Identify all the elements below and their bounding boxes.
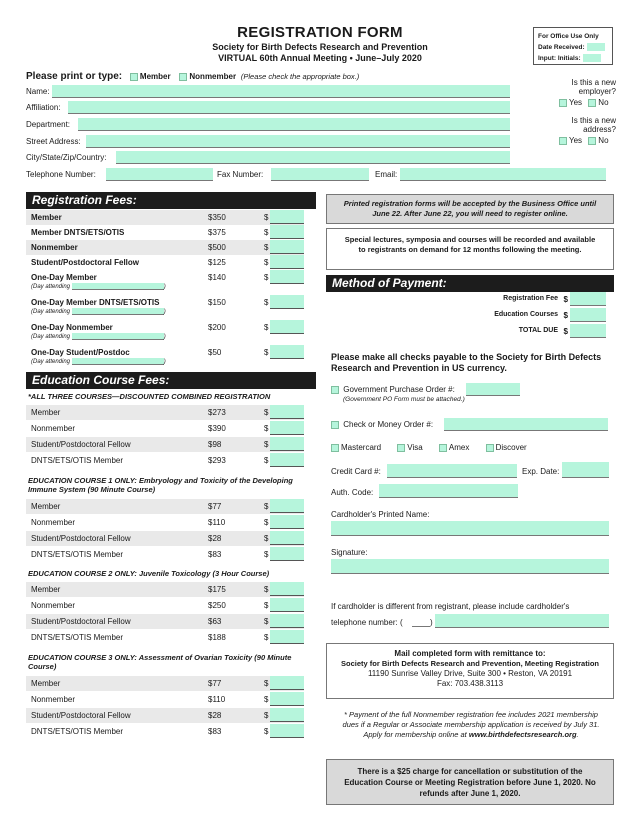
date-received-field[interactable]: [587, 43, 605, 51]
name-label: Name:: [26, 87, 50, 96]
fee-amount-field[interactable]: [270, 255, 304, 269]
new-address-question: Is this a new address?: [571, 116, 616, 134]
fee-amount-field[interactable]: [270, 692, 304, 706]
fee-row: [26, 547, 304, 562]
fee-dollar: $: [264, 601, 269, 610]
fee-amount-field[interactable]: [270, 630, 304, 644]
membership-footnote: [338, 710, 604, 740]
initials-label: Input: Initials:: [538, 55, 581, 62]
employer-yes-checkbox[interactable]: [559, 99, 567, 107]
street-label: Street Address:: [26, 137, 81, 146]
fee-dollar: $: [264, 679, 269, 688]
fee-name: One-Day Nonmember: [31, 323, 113, 332]
visa-label: Visa: [407, 443, 423, 452]
fee-dollar: $: [264, 695, 269, 704]
fee-name: DNTS/ETS/OTIS Member: [31, 633, 124, 642]
mail-fax: Fax: 703.438.3113: [436, 679, 504, 688]
fee-price: $83: [208, 727, 222, 736]
name-field[interactable]: [52, 85, 510, 98]
gpo-row: [331, 385, 611, 409]
membership-link[interactable]: www.birthdefectsresearch.org: [468, 730, 577, 739]
fee-amount-field[interactable]: [270, 270, 304, 284]
fee-amount-field[interactable]: [270, 225, 304, 239]
fee-row: [26, 240, 304, 255]
day-attending-field[interactable]: [72, 308, 164, 315]
address-no-label: No: [598, 136, 609, 145]
credit-card-field[interactable]: [387, 464, 517, 478]
course-title: EDUCATION COURSE 3 ONLY: Assessment of Ovarian Toxicity (90 Minute Course): [28, 653, 292, 671]
name-row: [26, 85, 510, 99]
course-title: EDUCATION COURSE 2 ONLY: Juvenile Toxicology (3 Hour Course): [28, 569, 270, 578]
nonmember-checkbox[interactable]: [179, 73, 187, 81]
fee-row: [26, 225, 304, 240]
print-prompt: [26, 71, 359, 82]
amex-checkbox[interactable]: [439, 444, 447, 452]
fee-dollar: $: [264, 585, 269, 594]
registration-fee-dollar: $: [563, 295, 568, 304]
fee-row: [26, 499, 304, 514]
fee-row: [26, 692, 304, 707]
day-attending-label: (Day attending: [31, 359, 71, 366]
fee-amount-field[interactable]: [270, 582, 304, 596]
cancellation-notice: There is a $25 charge for cancellation or substitution of the Education Course or Meeting Registration before June 1, 2020. No refunds after June 1, 2020.: [326, 759, 614, 805]
fee-name: Student/Postdoctoral Fellow: [31, 711, 131, 720]
fee-amount-field[interactable]: [270, 515, 304, 529]
city-field[interactable]: [116, 151, 510, 164]
fee-name: Student/Postdoctoral Fellow: [31, 617, 131, 626]
member-label: Member: [139, 72, 171, 81]
fee-price: $175: [208, 585, 226, 594]
cardholder-phone-label: telephone number: (: [331, 618, 403, 627]
education-courses-field[interactable]: [570, 308, 606, 322]
fee-price: $28: [208, 534, 222, 543]
cardholder-phone-paren: ): [430, 618, 433, 627]
fee-dollar: $: [264, 243, 269, 252]
fee-name: Student/Postdoctoral Fellow: [31, 534, 131, 543]
cardholder-different-note: If cardholder is different from registrant, please include cardholder's: [331, 602, 570, 611]
day-attending-field[interactable]: [72, 358, 164, 365]
fee-name: Member: [31, 679, 61, 688]
fee-row: [26, 531, 304, 546]
fee-row: [26, 515, 304, 530]
day-attending-label: (Day attending: [31, 309, 71, 316]
fee-dollar: $: [264, 727, 269, 736]
discover-checkbox[interactable]: [486, 444, 494, 452]
nonmember-label: Nonmember: [189, 72, 237, 81]
discover-label: Discover: [495, 443, 527, 452]
education-fees-header: Education Course Fees:: [26, 372, 316, 389]
fee-amount-field[interactable]: [270, 320, 304, 334]
fee-name: Student/Postdoctoral Fellow: [31, 440, 131, 449]
fee-dollar: $: [264, 273, 269, 282]
page-title: REGISTRATION FORM: [237, 24, 403, 41]
fee-amount-field[interactable]: [270, 708, 304, 722]
fee-price: $28: [208, 711, 222, 720]
fee-dollar: $: [264, 711, 269, 720]
fee-dollar: $: [264, 323, 269, 332]
office-title: For Office Use Only: [538, 33, 599, 40]
fee-price: $293: [208, 456, 226, 465]
fee-price: $150: [208, 298, 226, 307]
fee-price: $83: [208, 550, 222, 559]
fee-amount-field[interactable]: [270, 724, 304, 738]
fee-row: [26, 345, 304, 366]
office-use-box: [533, 27, 613, 65]
fee-name: DNTS/ETS/OTIS Member: [31, 550, 124, 559]
fee-row: [26, 582, 304, 597]
credit-card-label: Credit Card #:: [331, 467, 381, 476]
fee-row: [26, 724, 304, 739]
course-title: *ALL THREE COURSES—DISCOUNTED COMBINED REGISTRATION: [28, 392, 271, 401]
fee-price: $500: [208, 243, 226, 252]
fee-row: [26, 421, 304, 436]
cardholder-phone-row: [331, 614, 611, 628]
fee-price: $50: [208, 348, 222, 357]
check-row: [331, 420, 611, 434]
fee-amount-field[interactable]: [270, 598, 304, 612]
email-field[interactable]: [400, 168, 606, 181]
day-attending-field[interactable]: [72, 333, 164, 340]
check-label: Check or Money Order #:: [343, 420, 434, 429]
day-attending: (Day attending ): [31, 284, 166, 291]
fee-dollar: $: [264, 408, 269, 417]
footnote-period: .: [576, 730, 579, 739]
email-label: Email:: [375, 170, 398, 179]
fee-row: [26, 676, 304, 691]
fee-price: $77: [208, 679, 222, 688]
street-field[interactable]: [86, 135, 510, 148]
fee-price: $273: [208, 408, 226, 417]
fee-row: [26, 437, 304, 452]
fee-amount-field[interactable]: [270, 421, 304, 435]
course-title: EDUCATION COURSE 1 ONLY: Embryology and Toxicity of the Developing Immune System (90 Minute Course): [28, 476, 293, 494]
fee-name: One-Day Student/Postdoc: [31, 348, 130, 357]
fee-name: Member: [31, 585, 61, 594]
phone-row: [26, 168, 606, 182]
mail-org: Society for Birth Defects Research and Prevention, Meeting Registration: [341, 659, 599, 668]
total-due-label: TOTAL DUE: [518, 327, 558, 334]
telephone-label: Telephone Number:: [26, 170, 96, 179]
day-attending-field[interactable]: [72, 283, 164, 290]
mail-box: [326, 643, 614, 699]
fee-name: Member: [31, 213, 62, 222]
fee-name: Member DNTS/ETS/OTIS: [31, 228, 125, 237]
printed-forms-notice: Printed registration forms will be accepted by the Business Office until June 22. After June 22, you will need to register online.: [326, 194, 614, 224]
street-row: [26, 135, 510, 149]
checks-payable-note: Please make all checks payable to the Society for Birth Defects Research and Prevention in US currency.: [331, 352, 602, 373]
fee-row: [26, 320, 304, 341]
fee-price: $200: [208, 323, 226, 332]
mastercard-label: Mastercard: [341, 443, 382, 452]
mail-title: Mail completed form with remittance to:: [394, 649, 546, 658]
fee-dollar: $: [264, 502, 269, 511]
amex-label: Amex: [448, 443, 470, 452]
fee-dollar: $: [264, 258, 269, 267]
day-attending: (Day attending ): [31, 309, 166, 316]
fee-amount-field[interactable]: [270, 676, 304, 690]
fee-amount-field[interactable]: [270, 295, 304, 309]
fee-name: Nonmember: [31, 518, 76, 527]
auth-code-field[interactable]: [379, 484, 518, 498]
fee-name: One-Day Member DNTS/ETS/OTIS: [31, 298, 160, 307]
employer-no-checkbox[interactable]: [588, 99, 596, 107]
fee-row: [26, 295, 304, 316]
cardholder-phone-field[interactable]: [435, 614, 609, 628]
fee-price: $250: [208, 601, 226, 610]
fee-dollar: $: [264, 456, 269, 465]
fee-name: Nonmember: [31, 243, 78, 252]
fee-price: $98: [208, 440, 222, 449]
fee-name: Nonmember: [31, 601, 76, 610]
department-field[interactable]: [78, 118, 510, 131]
fee-name: Member: [31, 408, 61, 417]
fee-price: $350: [208, 213, 226, 222]
fee-amount-field[interactable]: [270, 499, 304, 513]
fee-name: Member: [31, 502, 61, 511]
fee-row: [26, 614, 304, 629]
telephone-field[interactable]: [106, 168, 213, 181]
registration-fee-field[interactable]: [570, 292, 606, 306]
credit-card-row: [331, 464, 611, 478]
fee-name: Student/Postdoctoral Fellow: [31, 258, 140, 267]
signature-field[interactable]: [331, 559, 609, 574]
auth-code-row: [331, 484, 611, 498]
fee-row: [26, 453, 304, 468]
registration-fee-row: [430, 292, 606, 306]
fee-name: DNTS/ETS/OTIS Member: [31, 727, 124, 736]
fee-name: One-Day Member: [31, 273, 97, 282]
education-courses-row: [430, 308, 606, 322]
fax-field[interactable]: [271, 168, 369, 181]
department-row: [26, 118, 510, 132]
department-label: Department:: [26, 120, 71, 129]
cardholder-area-code-field[interactable]: [412, 618, 430, 627]
fee-row: [26, 708, 304, 723]
registration-fees-header: Registration Fees:: [26, 192, 316, 209]
fee-dollar: $: [264, 534, 269, 543]
fee-amount-field[interactable]: [270, 345, 304, 359]
address-no-checkbox[interactable]: [588, 137, 596, 145]
fee-name: Nonmember: [31, 695, 76, 704]
fee-row: [26, 630, 304, 645]
fee-price: $140: [208, 273, 226, 282]
fee-amount-field[interactable]: [270, 453, 304, 467]
mastercard-checkbox[interactable]: [331, 444, 339, 452]
fee-dollar: $: [264, 440, 269, 449]
address-yes-label: Yes: [569, 136, 583, 145]
fee-name: Nonmember: [31, 424, 76, 433]
mail-address: 11190 Sunrise Valley Drive, Suite 300 • Reston, VA 20191: [367, 669, 573, 678]
check-checkbox[interactable]: [331, 421, 339, 429]
auth-code-label: Auth. Code:: [331, 488, 374, 497]
fee-row: [26, 270, 304, 291]
fee-dollar: $: [264, 213, 269, 222]
fee-price: $77: [208, 502, 222, 511]
card-type-row: [331, 443, 611, 452]
fee-row: [26, 405, 304, 420]
fee-price: $375: [208, 228, 226, 237]
employer-yes-label: Yes: [569, 98, 583, 107]
fee-dollar: $: [264, 298, 269, 307]
fee-row: [26, 598, 304, 613]
fee-amount-field[interactable]: [270, 437, 304, 451]
fee-row: [26, 210, 304, 225]
fee-amount-field[interactable]: [270, 210, 304, 224]
fee-name: DNTS/ETS/OTIS Member: [31, 456, 124, 465]
print-note: (Please check the appropriate box.): [240, 72, 360, 81]
initials-field[interactable]: [583, 54, 601, 62]
affiliation-label: Affiliation:: [26, 103, 61, 112]
visa-checkbox[interactable]: [397, 444, 405, 452]
employer-no-label: No: [598, 98, 609, 107]
employer-options: [559, 98, 609, 107]
fee-dollar: $: [264, 617, 269, 626]
cardholder-name-label: Cardholder's Printed Name:: [331, 510, 430, 519]
total-due-field[interactable]: [570, 324, 606, 338]
fee-dollar: $: [264, 633, 269, 642]
fee-dollar: $: [264, 424, 269, 433]
total-due-dollar: $: [563, 327, 568, 336]
day-attending: (Day attending ): [31, 334, 166, 341]
gpo-note: (Government PO Form must be attached.): [343, 396, 465, 403]
recorded-notice: Special lectures, symposia and courses will be recorded and available to registrants on demand for 12 months following the meeting.: [326, 228, 614, 270]
day-attending-label: (Day attending: [31, 334, 71, 341]
org-name: Society for Birth Defects Research and Prevention: [212, 42, 428, 52]
new-employer-question: Is this a new employer?: [571, 78, 616, 96]
fee-price: $110: [208, 518, 226, 527]
fee-row: [26, 255, 304, 270]
member-checkbox[interactable]: [130, 73, 138, 81]
gpo-field[interactable]: [466, 383, 520, 396]
gpo-label: Government Purchase Order #:: [343, 385, 455, 394]
fee-dollar: $: [264, 550, 269, 559]
footnote-text: * Payment of the full Nonmember registration fee includes 2021 membership dues if a Regular or Associate membership application is received by July 31. Apply for membership online at: [342, 710, 600, 739]
fee-price: $390: [208, 424, 226, 433]
fee-price: $125: [208, 258, 226, 267]
exp-date-field[interactable]: [562, 462, 609, 478]
registration-fee-label: Registration Fee: [503, 295, 558, 302]
fee-amount-field[interactable]: [270, 405, 304, 419]
fee-amount-field[interactable]: [270, 240, 304, 254]
education-courses-dollar: $: [563, 311, 568, 320]
fee-dollar: $: [264, 518, 269, 527]
day-attending-label: (Day attending: [31, 284, 71, 291]
affiliation-field[interactable]: [68, 101, 510, 114]
day-attending: (Day attending ): [31, 359, 166, 366]
signature-label: Signature:: [331, 548, 368, 557]
education-courses-label: Education Courses: [494, 311, 558, 318]
city-label: City/State/Zip/Country:: [26, 153, 107, 162]
fee-price: $63: [208, 617, 222, 626]
check-field[interactable]: [444, 418, 608, 431]
meeting-name: VIRTUAL 60th Annual Meeting • June–July 2020: [218, 53, 422, 63]
fee-price: $188: [208, 633, 226, 642]
city-row: [26, 151, 510, 165]
affiliation-row: [26, 101, 510, 115]
exp-date-label: Exp. Date:: [522, 467, 560, 476]
fee-amount-field[interactable]: [270, 531, 304, 545]
print-prompt-label: Please print or type:: [26, 71, 123, 82]
address-options: [559, 136, 609, 145]
fee-amount-field[interactable]: [270, 547, 304, 561]
cardholder-name-field[interactable]: [331, 521, 609, 536]
gpo-checkbox[interactable]: [331, 386, 339, 394]
fax-label: Fax Number:: [217, 170, 264, 179]
payment-header: Method of Payment:: [326, 275, 614, 292]
fee-dollar: $: [264, 348, 269, 357]
fee-amount-field[interactable]: [270, 614, 304, 628]
total-due-row: [430, 324, 606, 338]
fee-dollar: $: [264, 228, 269, 237]
fee-price: $110: [208, 695, 226, 704]
address-yes-checkbox[interactable]: [559, 137, 567, 145]
date-received-label: Date Received:: [538, 44, 585, 51]
